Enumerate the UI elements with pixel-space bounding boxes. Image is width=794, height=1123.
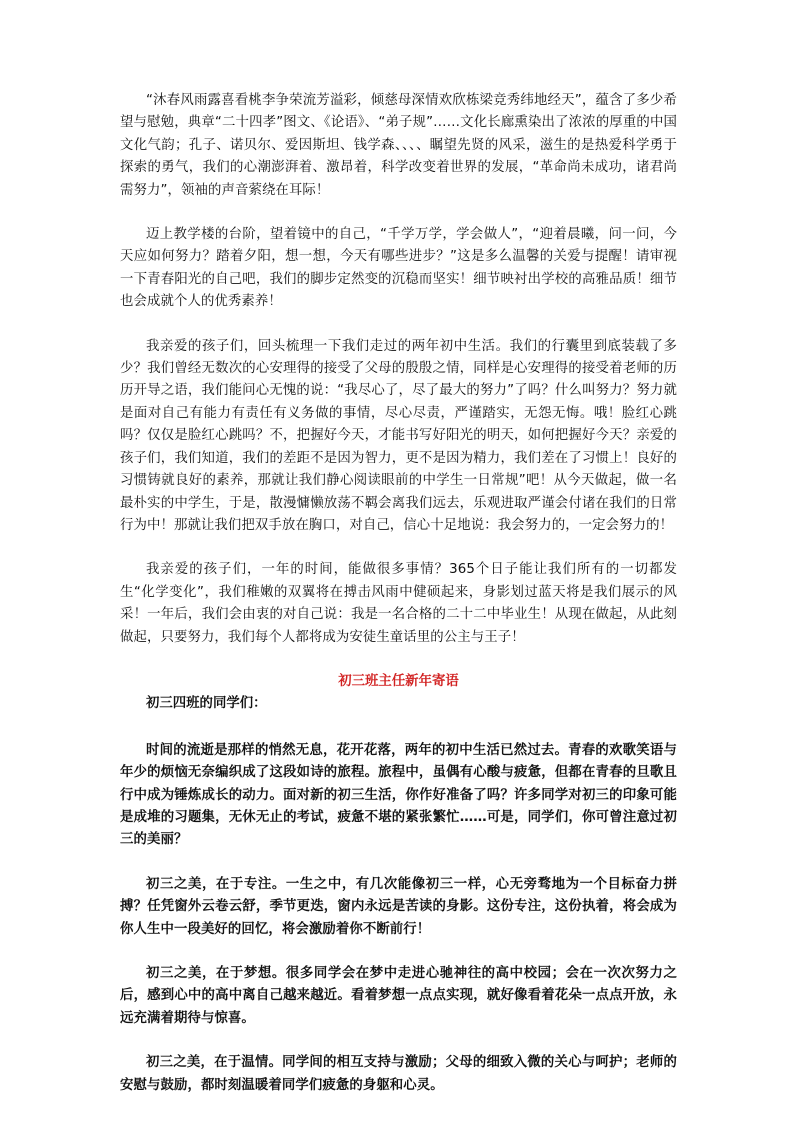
paragraph-spacer (120, 1030, 677, 1052)
paragraph-time-flows: 时间的流逝是那样的悄然无息，花开花落，两年的初中生活已然过去。青春的欢歌笑语与年少的烦恼无奈编织成了这段如诗的旅程。旅程中，虽偶有心酸与疲惫，但都在青春的旦歌且行中成为锤炼成长的动力。面对新的初三生活，你作好准备了吗？许多同学对初三的印象可能是成堆的习题集，无休无止的考试，疲惫不堪的紧张繁忙……可是，同学们，你可曾注意过初三的美丽？ (120, 742, 677, 848)
document-page (120, 90, 677, 1097)
paragraph-spacer (120, 537, 677, 559)
paragraph-spacer (120, 202, 677, 224)
paragraph-one-year: 我亲爱的孩子们，一年的时间，能做很多事情？365个日子能让我们所有的一切都发生“化学变化”，我们稚嫩的双翼将在搏击风雨中健硕起来，身影划过蓝天将是我们展示的风采！一年后，我们会由衷的对自己说：我是一名合格的二十二中毕业生！从现在做起，从此刻做起，只要努力，我们每个人都将成为安徒生童话里的公主与王子！ (120, 562, 677, 645)
paragraph-culture-corridor: “沐春风雨露喜看桃李争荣流芳溢彩，倾慈母深情欢欣栋梁竞秀纬地经天”，蕴含了多少希望与慰勉，典章“二十四孝”图文、《论语》、“弟子规”……文化长廊熏染出了浓浓的厚重的中国文化气韵；孔子、诺贝尔、爱因斯坦、钱学森、、、、瞩望先贤的风采，滋生的是热爱科学勇于探索的勇气，我们的心潮澎湃着、激昂着，科学改变着世界的发展，“革命尚未成功，诸君尚需努力”，领袖的声音萦绕在耳际！ (120, 93, 677, 198)
paragraph-spacer (120, 716, 677, 740)
paragraph-spacer (120, 649, 677, 671)
section-title: 初三班主任新年寄语 (338, 673, 459, 689)
paragraph-spacer (120, 314, 677, 336)
paragraph-beauty-warmth: 初三之美，在于温情。同学间的相互支持与激励；父母的细致入微的关心与呵护；老师的安慰与鼓励，都时刻温暖着同学们疲惫的身躯和心灵。 (120, 1055, 677, 1093)
paragraph-beauty-dream: 初三之美，在于梦想。很多同学会在梦中走进心驰神往的高中校园；会在一次次努力之后，感到心中的高中离自己越来越近。看着梦想一点点实现，就好像看着花朵一点点开放，永远充满着期待与惊喜。 (120, 966, 677, 1026)
paragraph-review-two-years: 我亲爱的孩子们，回头梳理一下我们走过的两年初中生活。我们的行囊里到底装载了多少？我们曾经无数次的心安理得的接受了父母的殷殷之情，同样是心安理得的接受着老师的历历开导之语，我们能问心无愧的说：“我尽心了，尽了最大的努力”了吗？什么叫努力？努力就是面对自己有能力有责任有义务做的事情，尽心尽责，严谨踏实，无怨无悔。哦！脸红心跳吗？仅仅是脸红心跳吗？不，把握好今天，才能书写好阳光的明天，如何把握好今天？亲爱的孩子们，我们知道，我们的差距不是因为智力，更不是因为精力，我们差在了习惯上！良好的习惯铸就良好的素养，那就让我们静心阅读眼前的中学生一日常规”吧！从今天做起，做一名最朴实的中学生，于是，散漫慵懒放荡不羁会离我们远去，乐观进取严谨会付诸在我们的日常行为中！那就让我们把双手放在胸口，对自己，信心十足地说：我会努力的，一定会努力的！ (120, 338, 677, 533)
paragraph-spacer (120, 852, 677, 874)
paragraph-teaching-building: 迈上教学楼的台阶，望着镜中的自己，“千学万学，学会做人”，“迎着晨曦，问一问，今天应如何努力？踏着夕阳，想一想，今天有哪些进步？”这是多么温馨的关爱与提醒！请审视一下青春阳光的自己吧，我们的脚步定然变的沉稳而坚实！细节映衬出学校的高雅品质！细节也会成就个人的优秀素养！ (120, 227, 677, 310)
paragraph-spacer (120, 941, 677, 963)
salutation: 初三四班的同学们： (146, 696, 267, 712)
paragraph-beauty-focus: 初三之美，在于专注。一生之中，有几次能像初三一样，心无旁骛地为一个目标奋力拼搏？任凭窗外云卷云舒，季节更迭，窗内永远是苦读的身影。这份专注，这份执着，将会成为你人生中一段美好的回忆，将会激励着你不断前行！ (120, 876, 677, 937)
